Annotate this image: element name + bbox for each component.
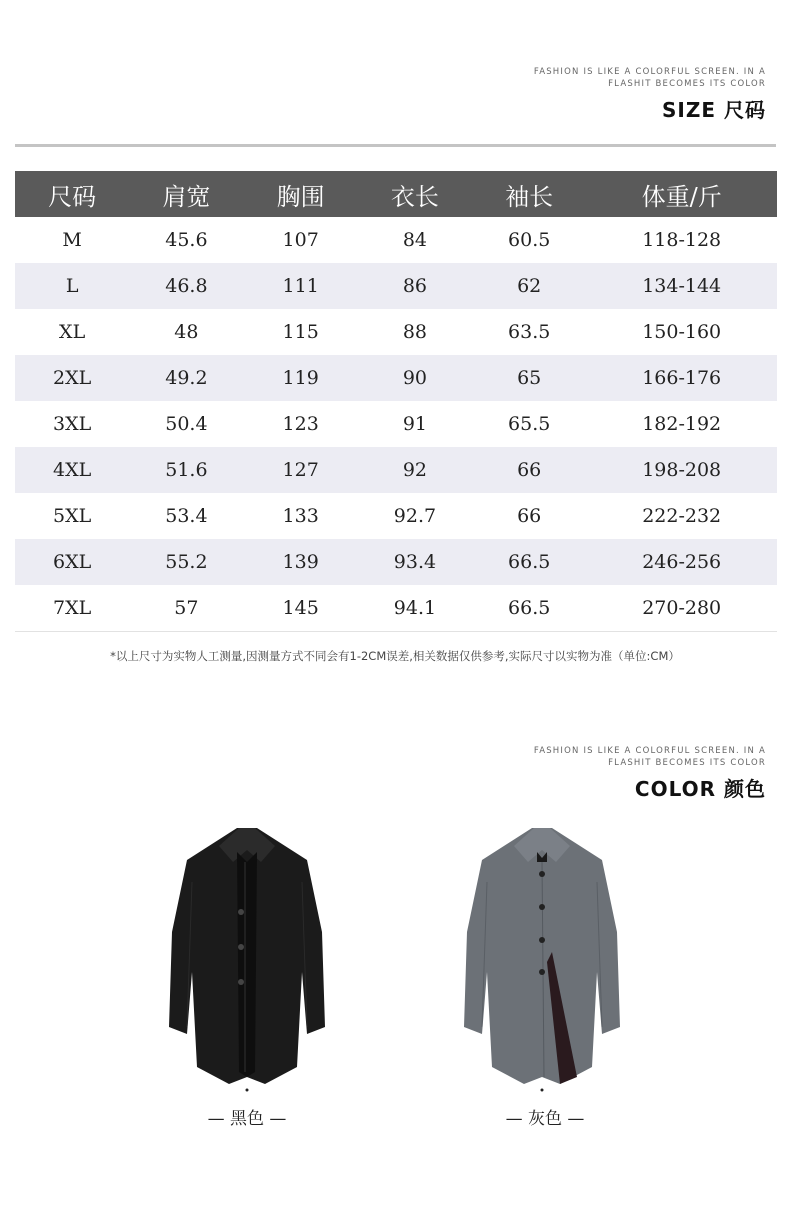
grey-coat-illustration [452,822,632,1092]
cell-length: 94.1 [358,585,472,632]
cell-shoulder: 55.2 [129,539,243,585]
color-label-black: — 黑色 — [207,1109,287,1129]
cell-chest: 123 [282,413,319,435]
header-shoulder: 肩宽 [129,171,243,217]
cell-weight: 182-192 [642,413,722,435]
table-row [15,309,777,355]
cell-size: 7XL [15,585,129,632]
cell-chest: 115 [282,321,319,343]
cell-size: 3XL [53,413,92,435]
cell-chest: 107 [282,229,319,251]
cell-sleeve: 63.5 [508,321,551,343]
table-row [15,539,777,585]
table-row [15,493,777,539]
slogan-line-1: FASHION IS LIKE A COLORFUL SCREEN. IN A [533,67,766,77]
table-row [15,447,777,493]
section-divider [15,144,776,147]
cell-sleeve: 66 [517,505,542,527]
cell-sleeve: 65.5 [508,413,551,435]
color-header [534,745,766,802]
cell-sleeve: 66.5 [472,585,586,632]
cell-chest: 119 [244,355,358,401]
table-row [15,355,777,401]
cell-length: 88 [402,321,428,343]
measurement-note: *以上尺寸为实物人工测量,因测量方式不同会有1-2CM误差,相关数据仅供参考,实际尺寸以实物为准（单位:CM） [110,649,680,663]
size-header [534,66,766,123]
cell-sleeve: 66 [472,447,586,493]
table-header-row [15,171,777,217]
cell-shoulder: 51.6 [129,447,243,493]
table-row [15,217,777,263]
cell-length: 92 [358,447,472,493]
header-sleeve: 袖长 [472,171,586,217]
cell-sleeve: 65 [472,355,586,401]
cell-weight: 246-256 [586,539,777,585]
header-chest: 胸围 [244,171,358,217]
cell-weight: 118-128 [642,229,722,251]
header-length: 衣长 [358,171,472,217]
cell-shoulder: 46.8 [129,263,243,309]
cell-sleeve: 62 [472,263,586,309]
slogan-line-2: FLASHIT BECOMES ITS COLOR [608,79,766,89]
table-row [15,263,777,309]
cell-size: XL [59,321,86,343]
header-weight: 体重/斤 [586,171,777,217]
size-table [15,171,777,632]
slogan-line-1: FASHION IS LIKE A COLORFUL SCREEN. IN A [533,746,766,756]
slogan-line-2: FLASHIT BECOMES ITS COLOR [608,758,766,768]
cell-length: 93.4 [358,539,472,585]
cell-size: M [62,229,82,251]
cell-weight: 166-176 [586,355,777,401]
size-title: SIZE 尺码 [662,98,766,122]
cell-length: 91 [402,413,428,435]
cell-size: L [15,263,129,309]
cell-chest: 145 [244,585,358,632]
color-label-grey: — 灰色 — [505,1109,585,1129]
black-coat-image [157,822,337,1092]
cell-chest: 127 [244,447,358,493]
cell-size: 4XL [15,447,129,493]
cell-weight: 134-144 [586,263,777,309]
cell-size: 2XL [15,355,129,401]
cell-chest: 139 [244,539,358,585]
table-row [15,401,777,447]
cell-chest: 133 [282,505,319,527]
cell-sleeve: 66.5 [472,539,586,585]
cell-length: 84 [402,229,428,251]
grey-coat-image [452,822,632,1092]
cell-weight: 270-280 [586,585,777,632]
cell-length: 90 [358,355,472,401]
cell-shoulder: 48 [174,321,199,343]
header-size: 尺码 [15,171,129,217]
cell-size: 5XL [53,505,92,527]
black-coat-illustration [157,822,337,1092]
cell-weight: 222-232 [642,505,722,527]
cell-shoulder: 45.6 [165,229,208,251]
cell-shoulder: 49.2 [129,355,243,401]
cell-weight: 198-208 [586,447,777,493]
cell-weight: 150-160 [642,321,722,343]
table-row [15,585,777,632]
cell-sleeve: 60.5 [508,229,551,251]
cell-shoulder: 50.4 [165,413,208,435]
cell-shoulder: 53.4 [165,505,208,527]
cell-shoulder: 57 [129,585,243,632]
cell-size: 6XL [15,539,129,585]
color-title: COLOR 颜色 [634,777,766,801]
cell-length: 86 [358,263,472,309]
cell-length: 92.7 [393,505,437,527]
cell-chest: 111 [244,263,358,309]
